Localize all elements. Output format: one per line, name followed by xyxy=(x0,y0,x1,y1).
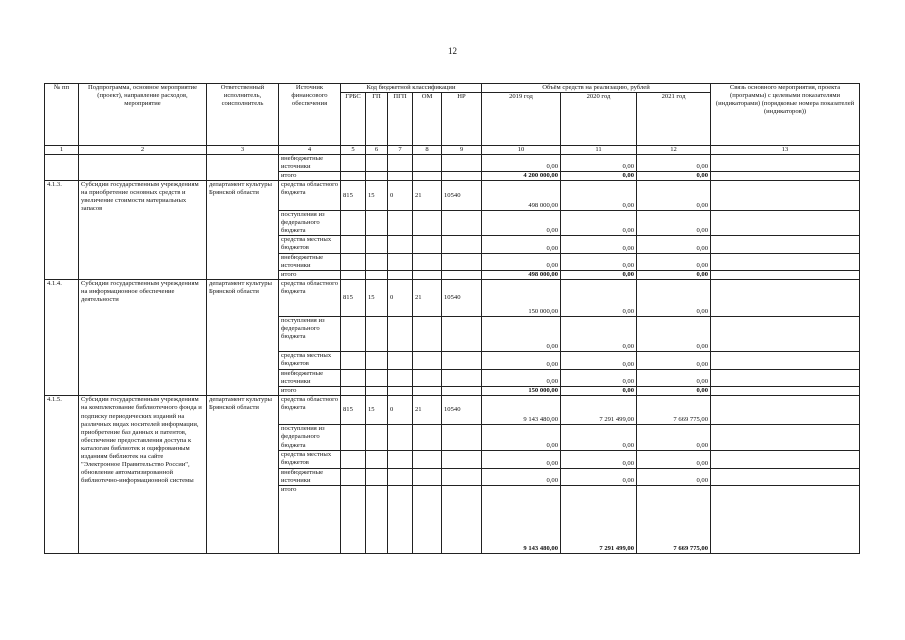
code-cell-empty xyxy=(413,271,442,280)
code-cell-empty xyxy=(442,254,482,271)
code-cell-grbs: 815 xyxy=(341,396,366,425)
amount-cell-2021: 0,00 xyxy=(637,317,711,352)
column-number: 1 xyxy=(45,146,79,155)
code-cell-empty xyxy=(413,468,442,485)
amount-cell-2020: 0,00 xyxy=(561,181,637,211)
code-cell-empty xyxy=(413,155,442,172)
amount-cell-2019: 0,00 xyxy=(482,254,561,271)
amount-cell-2020: 0,00 xyxy=(561,172,637,181)
code-cell-empty xyxy=(388,211,413,236)
link-cell xyxy=(711,254,860,271)
code-cell-empty xyxy=(442,172,482,181)
code-cell-empty xyxy=(366,172,388,181)
amount-cell-2020: 0,00 xyxy=(561,254,637,271)
link-cell xyxy=(711,271,860,280)
code-cell-empty xyxy=(366,370,388,387)
link-cell xyxy=(711,181,860,211)
column-number: 9 xyxy=(442,146,482,155)
code-cell-empty xyxy=(388,387,413,396)
code-cell-empty xyxy=(366,352,388,370)
code-cell-grbs: 815 xyxy=(341,181,366,211)
code-cell-empty xyxy=(388,485,413,553)
link-cell xyxy=(711,450,860,468)
header-num: № пп xyxy=(45,84,79,146)
amount-cell-2020: 0,00 xyxy=(561,370,637,387)
code-cell-empty xyxy=(442,236,482,254)
amount-cell-2021: 7 669 775,00 xyxy=(637,396,711,425)
source-cell: итого xyxy=(279,387,341,396)
header-row-top xyxy=(45,84,860,93)
code-cell-empty xyxy=(388,172,413,181)
code-cell-om: 21 xyxy=(413,396,442,425)
amount-cell-2021: 0,00 xyxy=(637,181,711,211)
source-cell: средства местных бюджетов xyxy=(279,352,341,370)
header-year-2021: 2021 год xyxy=(637,93,711,146)
header-year-2020: 2020 год xyxy=(561,93,637,146)
column-number: 2 xyxy=(79,146,207,155)
column-number: 11 xyxy=(561,146,637,155)
amount-cell-2020: 0,00 xyxy=(561,271,637,280)
amount-cell-2021: 0,00 xyxy=(637,254,711,271)
amount-cell-2020: 0,00 xyxy=(561,236,637,254)
amount-cell-2020: 0,00 xyxy=(561,155,637,172)
code-cell-empty xyxy=(388,468,413,485)
header-code-nr: НР xyxy=(442,93,482,146)
column-number: 8 xyxy=(413,146,442,155)
code-cell-empty xyxy=(341,387,366,396)
code-cell-empty xyxy=(442,271,482,280)
source-cell: средства областного бюджета xyxy=(279,396,341,425)
column-number: 12 xyxy=(637,146,711,155)
column-number: 4 xyxy=(279,146,341,155)
amount-cell-2021: 0,00 xyxy=(637,155,711,172)
source-cell: средства областного бюджета xyxy=(279,181,341,211)
code-cell-empty xyxy=(366,236,388,254)
code-cell-empty xyxy=(442,155,482,172)
code-cell-empty xyxy=(366,387,388,396)
item-description: Субсидии государственным учреждениям на комплектование библиотечного фонда и подписку периодических изданий на различных видах носителей информации, приобретение баз данных и патентов, обеспечение предоставления доступа к каталогам библиотек и оцифрованным изданиям библиотек на сайте "Электронное Правительство России", обновление автоматизированной библиотечно-информационной системы xyxy=(79,396,207,553)
amount-cell-2019: 0,00 xyxy=(482,211,561,236)
header-code-gp: ГП xyxy=(366,93,388,146)
link-cell xyxy=(711,485,860,553)
amount-cell-2019: 0,00 xyxy=(482,468,561,485)
code-cell-empty xyxy=(413,425,442,450)
code-cell-empty xyxy=(341,485,366,553)
code-cell-empty xyxy=(388,271,413,280)
amount-cell-2020: 0,00 xyxy=(561,211,637,236)
amount-cell-2020: 0,00 xyxy=(561,317,637,352)
code-cell-empty xyxy=(388,317,413,352)
amount-cell-2019: 0,00 xyxy=(482,317,561,352)
amount-cell-2019: 498 000,00 xyxy=(482,271,561,280)
code-cell-empty xyxy=(341,271,366,280)
code-cell-empty xyxy=(341,155,366,172)
table-body xyxy=(45,146,860,554)
source-cell: средства областного бюджета xyxy=(279,280,341,317)
link-cell xyxy=(711,387,860,396)
amount-cell-2019: 0,00 xyxy=(482,370,561,387)
amount-cell-2021: 0,00 xyxy=(637,211,711,236)
column-number-row xyxy=(45,146,860,155)
code-cell-empty xyxy=(442,387,482,396)
item-executor: департамент культуры Брянской области xyxy=(207,396,279,553)
link-cell xyxy=(711,468,860,485)
code-cell-empty xyxy=(366,271,388,280)
amount-cell-2021: 0,00 xyxy=(637,425,711,450)
source-cell: поступления из федерального бюджета xyxy=(279,425,341,450)
budget-table xyxy=(44,83,860,554)
amount-cell-2021: 0,00 xyxy=(637,387,711,396)
header-code-grbs: ГРБС xyxy=(341,93,366,146)
code-cell-empty xyxy=(366,254,388,271)
amount-cell-2019: 9 143 480,00 xyxy=(482,396,561,425)
blank-cell-name xyxy=(79,155,207,181)
link-cell xyxy=(711,280,860,317)
code-cell-empty xyxy=(388,254,413,271)
code-cell-empty xyxy=(442,468,482,485)
code-cell-empty xyxy=(366,450,388,468)
amount-cell-2021: 0,00 xyxy=(637,271,711,280)
code-cell-pgp: 0 xyxy=(388,181,413,211)
code-cell-empty xyxy=(413,370,442,387)
code-cell-empty xyxy=(413,236,442,254)
amount-cell-2019: 9 143 480,00 xyxy=(482,485,561,553)
code-cell-empty xyxy=(366,155,388,172)
amount-cell-2019: 150 000,00 xyxy=(482,280,561,317)
amount-cell-2021: 0,00 xyxy=(637,352,711,370)
link-cell xyxy=(711,236,860,254)
code-cell-empty xyxy=(413,485,442,553)
source-cell: итого xyxy=(279,485,341,553)
code-cell-empty xyxy=(341,317,366,352)
amount-cell-2021: 0,00 xyxy=(637,370,711,387)
amount-cell-2019: 0,00 xyxy=(482,352,561,370)
header-source: Источник финансового обеспечения xyxy=(279,84,341,146)
amount-cell-2021: 0,00 xyxy=(637,236,711,254)
column-number: 7 xyxy=(388,146,413,155)
code-cell-empty xyxy=(442,485,482,553)
code-cell-om: 21 xyxy=(413,181,442,211)
amount-cell-2019: 150 000,00 xyxy=(482,387,561,396)
code-cell-empty xyxy=(442,317,482,352)
header-code-om: ОМ xyxy=(413,93,442,146)
amount-cell-2021: 7 669 775,00 xyxy=(637,485,711,553)
source-cell: внебюджетные источники xyxy=(279,370,341,387)
amount-cell-2020: 0,00 xyxy=(561,425,637,450)
link-cell xyxy=(711,425,860,450)
item-number: 4.1.4. xyxy=(45,280,79,396)
code-cell-gp: 15 xyxy=(366,396,388,425)
code-cell-empty xyxy=(388,370,413,387)
column-number: 3 xyxy=(207,146,279,155)
code-cell-nr: 10540 xyxy=(442,181,482,211)
code-cell-empty xyxy=(388,236,413,254)
column-number: 5 xyxy=(341,146,366,155)
code-cell-empty xyxy=(442,352,482,370)
header-name: Подпрограмма, основное мероприятие (проект), направление расходов, мероприятие xyxy=(79,84,207,146)
table-row xyxy=(45,181,860,211)
code-cell-empty xyxy=(442,370,482,387)
code-cell-gp: 15 xyxy=(366,181,388,211)
header-executor: Ответственный исполнитель, соисполнитель xyxy=(207,84,279,146)
item-number: 4.1.5. xyxy=(45,396,79,553)
amount-cell-2020: 0,00 xyxy=(561,352,637,370)
code-cell-empty xyxy=(413,450,442,468)
link-cell xyxy=(711,317,860,352)
code-cell-pgp: 0 xyxy=(388,280,413,317)
code-cell-empty xyxy=(341,450,366,468)
code-cell-empty xyxy=(388,425,413,450)
item-executor: департамент культуры Брянской области xyxy=(207,280,279,396)
amount-cell-2020: 0,00 xyxy=(561,280,637,317)
amount-cell-2021: 0,00 xyxy=(637,450,711,468)
blank-cell-num xyxy=(45,155,79,181)
code-cell-empty xyxy=(388,352,413,370)
code-cell-nr: 10540 xyxy=(442,280,482,317)
code-cell-empty xyxy=(366,468,388,485)
amount-cell-2019: 0,00 xyxy=(482,155,561,172)
amount-cell-2021: 0,00 xyxy=(637,172,711,181)
amount-cell-2020: 0,00 xyxy=(561,450,637,468)
item-description: Субсидии государственным учреждениям на информационное обеспечение деятельности xyxy=(79,280,207,396)
amount-cell-2019: 0,00 xyxy=(482,425,561,450)
code-cell-gp: 15 xyxy=(366,280,388,317)
code-cell-empty xyxy=(341,254,366,271)
code-cell-empty xyxy=(413,254,442,271)
link-cell xyxy=(711,396,860,425)
code-cell-empty xyxy=(388,155,413,172)
code-cell-pgp: 0 xyxy=(388,396,413,425)
code-cell-empty xyxy=(366,211,388,236)
code-cell-empty xyxy=(366,317,388,352)
table-row xyxy=(45,155,860,172)
blank-cell-executor xyxy=(207,155,279,181)
source-cell: внебюджетные источники xyxy=(279,155,341,172)
code-cell-empty xyxy=(413,211,442,236)
table-row xyxy=(45,280,860,317)
amount-cell-2021: 0,00 xyxy=(637,280,711,317)
amount-cell-2019: 498 000,00 xyxy=(482,181,561,211)
link-cell xyxy=(711,155,860,172)
amount-cell-2020: 0,00 xyxy=(561,387,637,396)
link-cell xyxy=(711,211,860,236)
code-cell-empty xyxy=(341,172,366,181)
code-cell-empty xyxy=(413,352,442,370)
code-cell-empty xyxy=(442,450,482,468)
amount-cell-2020: 0,00 xyxy=(561,468,637,485)
link-cell xyxy=(711,352,860,370)
item-number: 4.1.3. xyxy=(45,181,79,280)
amount-cell-2019: 0,00 xyxy=(482,236,561,254)
code-cell-empty xyxy=(442,211,482,236)
column-number: 10 xyxy=(482,146,561,155)
source-cell: средства местных бюджетов xyxy=(279,450,341,468)
page-number: 12 xyxy=(448,46,457,56)
source-cell: поступления из федерального бюджета xyxy=(279,211,341,236)
column-number: 13 xyxy=(711,146,860,155)
amount-cell-2019: 0,00 xyxy=(482,450,561,468)
amount-cell-2021: 0,00 xyxy=(637,468,711,485)
code-cell-grbs: 815 xyxy=(341,280,366,317)
source-cell: внебюджетные источники xyxy=(279,254,341,271)
source-cell: средства местных бюджетов xyxy=(279,236,341,254)
header-year-2019: 2019 год xyxy=(482,93,561,146)
code-cell-empty xyxy=(413,172,442,181)
header-budget-codes: Код бюджетной классификации xyxy=(341,84,482,93)
code-cell-om: 21 xyxy=(413,280,442,317)
header-code-pgp: ПГП xyxy=(388,93,413,146)
code-cell-empty xyxy=(413,317,442,352)
code-cell-empty xyxy=(341,352,366,370)
header-amount: Объём средств на реализацию, рублей xyxy=(482,84,711,93)
source-cell: поступления из федерального бюджета xyxy=(279,317,341,352)
code-cell-empty xyxy=(341,425,366,450)
column-number: 6 xyxy=(366,146,388,155)
code-cell-empty xyxy=(341,236,366,254)
code-cell-empty xyxy=(341,211,366,236)
code-cell-empty xyxy=(413,387,442,396)
amount-cell-2020: 7 291 499,00 xyxy=(561,485,637,553)
code-cell-empty xyxy=(341,370,366,387)
code-cell-empty xyxy=(388,450,413,468)
code-cell-nr: 10540 xyxy=(442,396,482,425)
source-cell: итого xyxy=(279,172,341,181)
link-cell xyxy=(711,172,860,181)
link-cell xyxy=(711,370,860,387)
code-cell-empty xyxy=(442,425,482,450)
table-row xyxy=(45,396,860,425)
source-cell: внебюджетные источники xyxy=(279,468,341,485)
source-cell: итого xyxy=(279,271,341,280)
code-cell-empty xyxy=(366,485,388,553)
code-cell-empty xyxy=(366,425,388,450)
header-link: Связь основного мероприятия, проекта (программы) с целевыми показателями (индикаторами) (порядковые номера показателей (индикаторов)) xyxy=(711,84,860,146)
item-executor: департамент культуры Брянской области xyxy=(207,181,279,280)
code-cell-empty xyxy=(341,468,366,485)
amount-cell-2020: 7 291 499,00 xyxy=(561,396,637,425)
amount-cell-2019: 4 200 000,00 xyxy=(482,172,561,181)
item-description: Субсидии государственным учреждениям на приобретение основных средств и увеличение стоимости материальных запасов xyxy=(79,181,207,280)
